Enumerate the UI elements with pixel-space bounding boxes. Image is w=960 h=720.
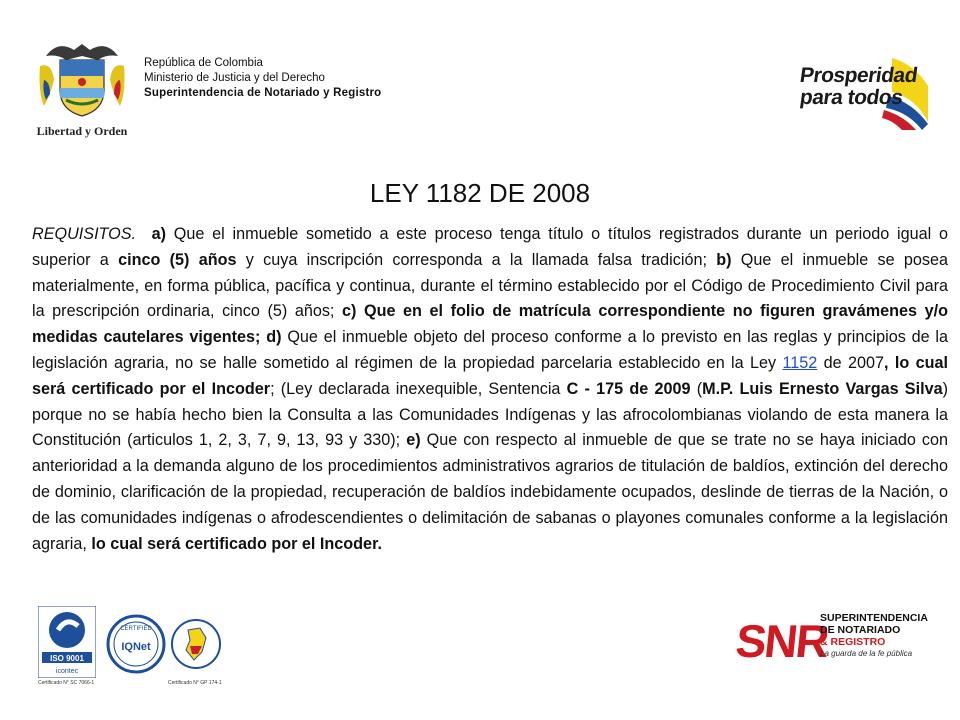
prosperidad-logo [792, 52, 932, 132]
snr-text-block [820, 612, 928, 660]
certified-label: CERTIFIED [120, 626, 152, 632]
page-title: LEY 1182 DE 2008 [369, 178, 591, 208]
snr-letters: SNR [733, 615, 830, 667]
magistrate-bold: M.P. Luis Ernesto Vargas Silva [702, 379, 943, 398]
item-b-label: b) [716, 250, 732, 269]
duration-bold: cinco (5) años [118, 250, 237, 269]
colombia-quality-seal [168, 612, 224, 686]
slogan-line1: Prosperidad [798, 64, 919, 87]
snr-line1: SUPERINTENDENCIA [820, 612, 928, 624]
iqnet-logo [106, 612, 166, 686]
sentence-ref-bold: C - 175 de 2009 [566, 379, 691, 398]
snr-line3: & REGISTRO [820, 636, 886, 648]
text-segment: Que el inmueble se posea materialmente, en forma pública, pacífica y continua, durante el término establecido por el Código de Procedimiento Civil para la prescripción ordinaria, cinco (5) años; [32, 250, 949, 321]
incoder-note-bold: , lo cual será certificado por el Incoder [32, 353, 948, 398]
requirements-label: REQUISITOS. [32, 225, 137, 243]
coat-of-arms-logo [36, 36, 128, 146]
office-name: Superintendencia de Notariado y Registro [144, 87, 382, 99]
item-c-d-bold: c) Que en el folio de matrícula correspondiente no figuren gravámenes y/o medidas cautelares vigentes; d) [32, 302, 948, 347]
incoder-closing-bold: lo cual será certificado por el Incoder. [91, 534, 382, 553]
snr-logo [733, 610, 932, 690]
ministry-name: Ministerio de Justicia y del Derecho [144, 72, 325, 84]
law-1152-link[interactable]: 1152 [782, 353, 818, 372]
text-segment: ( [690, 379, 703, 398]
iqnet-seal-icon [106, 612, 166, 678]
snr-line2: DE NOTARIADO [820, 624, 901, 636]
iso-label: ISO 9001 [50, 654, 84, 663]
text-segment: Que con respecto al inmueble de que se trate no se haya iniciado con anterioridad a la demanda alguno de los procedimientos administrativos agrarios de titulación de baldíos, extinción del derecho de dominio, clarificación de la propiedad, recuperación de baldíos indebidamente ocupados, deslinde de tierras de la Nación, o de las comunidades indígenas o afrodescendientes o delimitación de sabanas o playones comunales conforme a la legislación agraria, [32, 431, 948, 553]
cert3-caption: Certificado N° GP 174-1 [168, 680, 222, 686]
item-a-label: a) [151, 225, 167, 243]
icontec-iso-logo [38, 606, 96, 686]
text-segment: de 2007 [817, 353, 885, 372]
institution-header [144, 56, 381, 101]
cert1-caption: Certificado N° SC 7066-1 [38, 680, 95, 686]
slogan-line2: para todos [798, 86, 905, 109]
icontec-label: icontec [55, 668, 79, 675]
text-segment: Que el inmueble objeto del proceso conforme a lo previsto en las reglas y principios de la legislación agraria, no se halle sometido al régimen de la propiedad parcelaria establecido en la Ley [32, 328, 948, 372]
law-requirements-paragraph [32, 222, 948, 557]
icontec-mark-icon [38, 606, 96, 678]
item-e-label: e) [406, 431, 421, 450]
colombia-map-seal-icon [168, 612, 224, 678]
coat-motto: Libertad y Orden [36, 124, 128, 138]
country-name: República de Colombia [144, 57, 263, 69]
text-segment: ) porque no se había hecho bien la Consulta a las Comunidades Indígenas y las afrocolombianas violando de esta manera la Constitución (articulos 1, 2, 3, 7, 9, 13, 93 y 330); [32, 379, 948, 450]
text-segment: ; (Ley declarada inexequible, Sentencia [270, 379, 567, 398]
text-segment: y cuya inscripción corresponda a la llamada falsa tradición; [236, 250, 717, 269]
iqnet-label: IQNet [121, 641, 151, 653]
snr-tagline: La guarda de la fe pública [820, 649, 913, 658]
condor-shield-icon [36, 36, 128, 124]
text-segment: Que el inmueble sometido a este proceso tenga título o títulos registrados durante un periodo igual o superior a [32, 225, 948, 269]
